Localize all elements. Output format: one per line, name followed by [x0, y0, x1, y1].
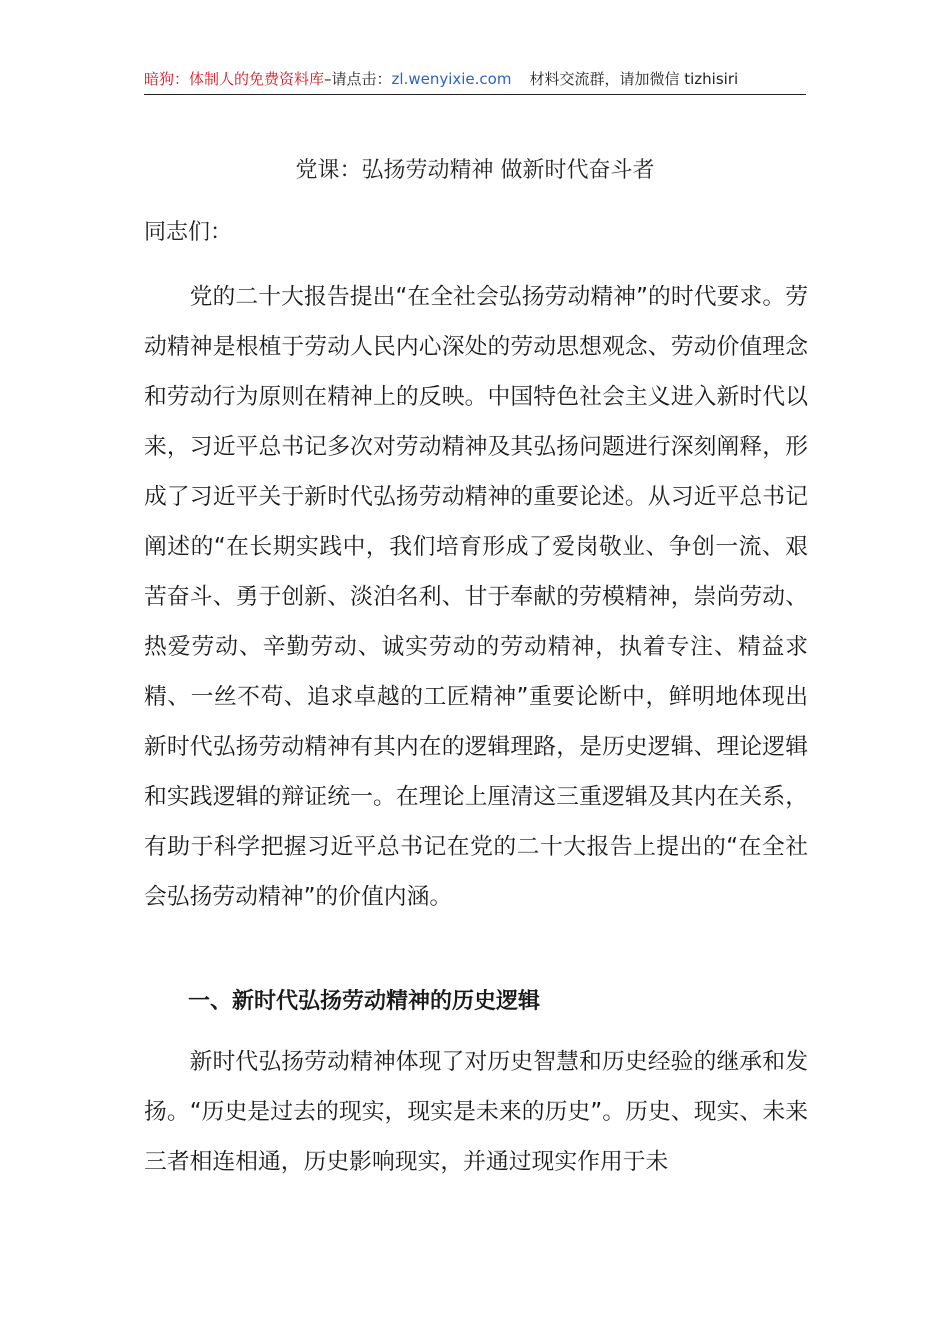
- section-heading: 一、新时代弘扬劳动精神的历史逻辑: [188, 989, 541, 1014]
- greeting: 同志们：: [144, 220, 233, 245]
- body-paragraph: 党的二十大报告提出“在全社会弘扬劳动精神”的时代要求。劳动精神是根植于劳动人民内心深处的劳动思想观念、劳动价值理念和劳动行为原则在精神上的反映。中国特色社会主义进入新时代以来，习近平总书记多次对劳动精神及其弘扬问题进行深刻阐释，形成了习近平关于新时代弘扬劳动精神的重要论述。从习近平总书记阐述的“在长期实践中，我们培育形成了爱岗敬业、争创一流、艰苦奋斗、勇于创新、淡泊名利、甘于奉献的劳模精神，崇尚劳动、热爱劳动、辛勤劳动、诚实劳动的劳动精神，执着专注、精益求精、一丝不苟、追求卓越的工匠精神”重要论断中，鲜明地体现出新时代弘扬劳动精神有其内在的逻辑理路，是历史逻辑、理论逻辑和实践逻辑的辩证统一。在理论上厘清这三重逻辑及其内在关系，有助于科学把握习近平总书记在党的二十大报告上提出的“在全社会弘扬劳动精神”的价值内涵。: [144, 284, 808, 910]
- body-paragraph: 新时代弘扬劳动精神体现了对历史智慧和历史经验的继承和发扬。“历史是过去的现实，现实是未来的历史”。历史、现实、未来三者相连相通，历史影响现实，并通过现实作用于未: [144, 1049, 808, 1175]
- page-header: [144, 68, 806, 95]
- group-note: 材料交流群，请加微信 tizhisiri: [529, 70, 739, 88]
- site-link[interactable]: zl.wenyixie.com: [391, 70, 512, 88]
- document-title: 党课：弘扬劳动精神 做新时代奋斗者: [295, 158, 655, 183]
- click-prompt: –请点击：: [324, 70, 392, 88]
- source-label: 暗狗：体制人的免费资料库: [144, 70, 325, 88]
